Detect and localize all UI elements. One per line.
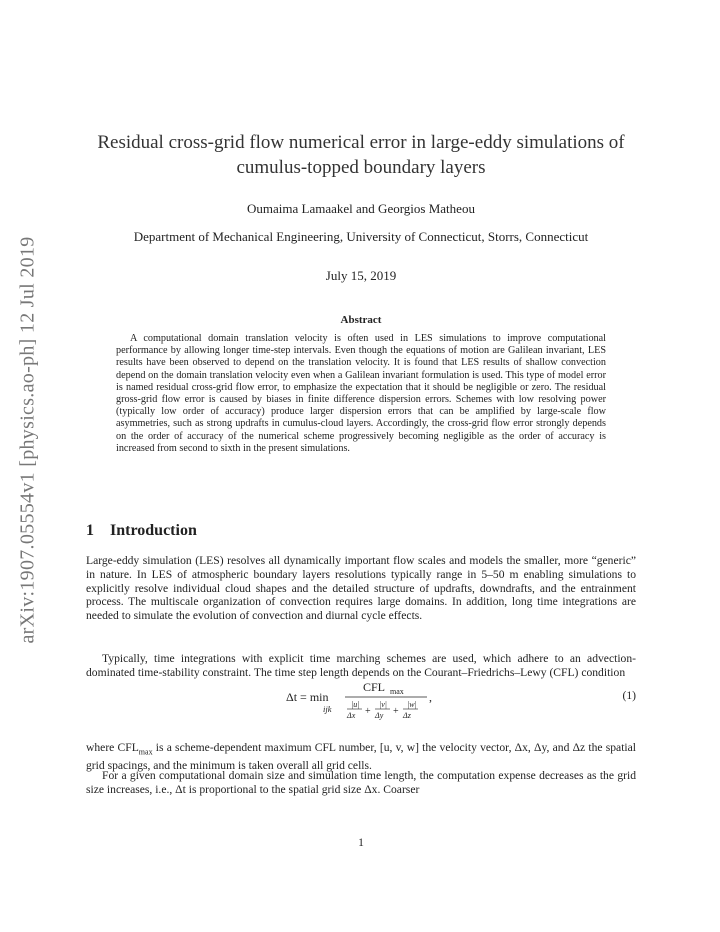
- para3-sub: max: [138, 747, 153, 757]
- section-number: 1: [86, 522, 94, 539]
- affiliation: Department of Mechanical Engineering, University of Connecticut, Storrs, Connecticut: [133, 229, 589, 244]
- title-line-2: cumulus-topped boundary layers: [236, 157, 486, 178]
- arxiv-sidebar: [8, 200, 48, 680]
- abstract-text: A computational domain translation velocity is often used in LES simulations to improve computational performance by allowing longer time-step intervals. Even though the equations of motion are Galilean invariant, LES results have been observed to depend on the translation velocity. It is found that LES results of shallow convection depend on the domain translation velocity even when a Galilean invariant formulation is used. This type of model error is named residual cross-grid flow error, to emphasize the expectation that it should be negligible or zero. The residual gross-grid flow error is caused by biases in finite difference dispersion errors. Schemes with low resolving power (typically low order of accuracy) produce larger dispersion errors that can be amplified by large-scale flow asymmetries, such as strong updrafts in cumulus-cloud layers. Accordingly, the cross-grid flow error strongly depends on the order of accuracy of the numerical scheme progressively becoming negligible as the order of accuracy is increased from second to sixth in the present simulations.: [116, 333, 606, 454]
- cfl-equation: [86, 676, 636, 724]
- paragraph-1: Large-eddy simulation (LES) resolves all dynamically important flow scales and models the smaller, more “generic” in nature. In LES of atmospheric boundary layers resolutions typically range in 5–50 m enabling simulations to explicitly resolve individual cloud shapes and the detailed structure of updrafts, downdrafts, and the entrainment process. The multiscale organization of convection requires large domains. In addition, long time integrations are needed to simulate the evolution of convection and diurnal cycle effects.: [86, 554, 636, 623]
- section-heading: [86, 522, 197, 540]
- para3-rest: is a scheme-dependent maximum CFL number, [u, v, w] the velocity vector, Δx, Δy, and Δz the spatial grid spacings, and the minimum is taken overall all grid cells.: [86, 741, 637, 773]
- arxiv-identifier: arXiv:1907.05554v1 [physics.ao-ph] 12 Jul 2019: [16, 236, 39, 644]
- eq-plus-2: +: [393, 706, 399, 717]
- eq-numerator-sub: max: [390, 687, 404, 696]
- date: July 15, 2019: [325, 268, 397, 283]
- eq-subscript: ijk: [323, 704, 332, 714]
- eq-den-v: |v|: [379, 700, 387, 709]
- page-number: 1: [358, 836, 364, 849]
- paper-title: [66, 130, 656, 180]
- abstract-heading: Abstract: [340, 314, 382, 326]
- eq-numerator: CFL: [363, 680, 386, 694]
- eq-den-dy: Δy: [375, 711, 384, 720]
- eq-den-dx: Δx: [347, 711, 356, 720]
- title-line-1: Residual cross-grid flow numerical error in large-eddy simulations of: [97, 132, 625, 153]
- section-title: Introduction: [110, 522, 197, 539]
- paragraph-4: For a given computational domain size and simulation time length, the computation expense decreases as the grid size increases, i.e., Δt is proportional to the spatial grid size Δx. Coarser: [86, 769, 636, 796]
- para3-start: where CFL: [86, 741, 139, 754]
- equation-svg: [86, 676, 636, 724]
- authors: Oumaima Lamaakel and Georgios Matheou: [247, 201, 475, 216]
- eq-lhs: Δt = min: [286, 690, 329, 704]
- equation-number: (1): [622, 689, 636, 702]
- eq-plus-1: +: [365, 706, 371, 717]
- eq-comma: ,: [429, 690, 432, 704]
- eq-den-dz: Δz: [403, 711, 411, 720]
- eq-den-u: |u|: [351, 700, 360, 709]
- paragraph-2: Typically, time integrations with explicit time marching schemes are used, which adhere to an advection-dominated time-stability constraint. The time step length depends on the Courant–Friedrichs–Lewy (CFL) condition: [86, 652, 636, 679]
- eq-den-w: |w|: [407, 700, 417, 709]
